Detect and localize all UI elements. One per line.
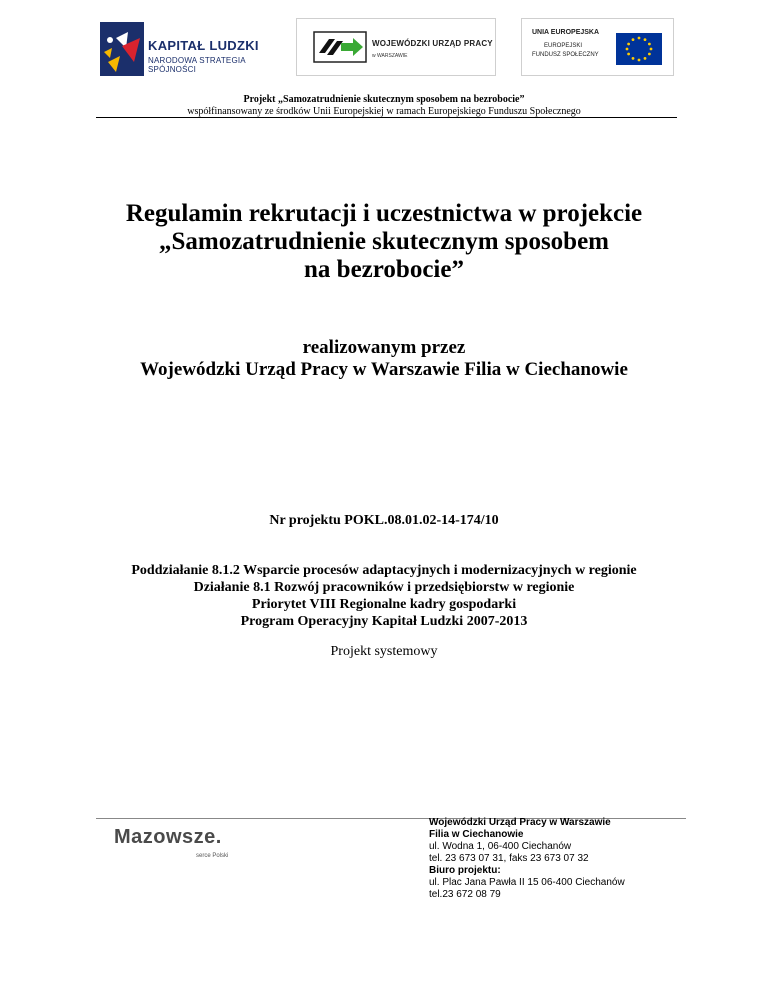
eu-line3: FUNDUSZ SPOŁECZNY [532, 52, 599, 58]
wup-emblem-icon [313, 31, 367, 63]
eu-title: UNIA EUROPEJSKA [532, 29, 600, 36]
header-divider [96, 117, 677, 118]
realized-by-block [0, 337, 768, 381]
realized-by-line-1: realizowanym przez [302, 337, 466, 358]
program-line-2: Działanie 8.1 Rozwój pracowników i przedsiębiorstw w regionie [193, 580, 575, 595]
footer-line-6: ul. Plac Jana Pawła II 15 06-400 Ciechanów [429, 877, 625, 888]
cofinanced-line: współfinansowany ze środków Unii Europejskiej w ramach Europejskiego Funduszu Społecznego [187, 106, 581, 117]
mazowsze-tagline: serce Polski [196, 853, 229, 859]
program-line-3: Priorytet VIII Regionalne kadry gospodarki [251, 597, 517, 612]
mazowsze-wordmark: Mazowsze. [114, 826, 222, 848]
kapital-ludzki-subtitle: NARODOWA STRATEGIA SPÓJNOŚCI [148, 56, 246, 74]
footer-line-3: ul. Wodna 1, 06-400 Ciechanów [429, 841, 572, 852]
project-number: Nr projektu POKL.08.01.02-14-174/10 [269, 513, 499, 528]
title-line-2: „Samozatrudnienie skutecznym sposobem [158, 228, 609, 255]
program-line-1: Poddziałanie 8.1.2 Wsparcie procesów adaptacyjnych i modernizacyjnych w regionie [131, 563, 637, 578]
project-header-line: Projekt „Samozatrudnienie skutecznym sposobem na bezrobocie” [243, 94, 525, 105]
footer-line-5: Biuro projektu: [429, 865, 501, 876]
program-block [0, 562, 768, 630]
realized-by-line-2: Wojewódzki Urząd Pracy w Warszawie Filia w Ciechanowie [140, 359, 628, 380]
project-type: Projekt systemowy [330, 644, 438, 659]
kapital-ludzki-logo [98, 18, 273, 80]
eu-logo [521, 18, 674, 76]
kapital-ludzki-title: KAPITAŁ LUDZKI [148, 38, 259, 53]
kapital-ludzki-emblem-icon [98, 18, 146, 80]
title-line-1: Regulamin rekrutacji i uczestnictwa w projekcie [125, 200, 643, 227]
footer-line-7: tel.23 672 08 79 [429, 889, 501, 900]
eu-line2: EUROPEJSKI [544, 43, 583, 49]
wup-subtitle: w WARSZAWIE [372, 53, 408, 59]
footer-line-4: tel. 23 673 07 31, faks 23 673 07 32 [429, 853, 589, 864]
footer-line-1: Wojewódzki Urząd Pracy w Warszawie [429, 817, 611, 828]
program-line-4: Program Operacyjny Kapitał Ludzki 2007-2013 [240, 614, 528, 629]
footer-line-2: Filia w Ciechanowie [429, 829, 524, 840]
wup-title: WOJEWÓDZKI URZĄD PRACY [372, 39, 493, 48]
footer-address [429, 817, 625, 901]
mazowsze-logo [104, 826, 254, 870]
wup-logo [296, 18, 496, 76]
document-title [0, 200, 768, 284]
eu-flag-icon [616, 33, 662, 65]
title-line-3: na bezrobocie” [304, 256, 464, 283]
